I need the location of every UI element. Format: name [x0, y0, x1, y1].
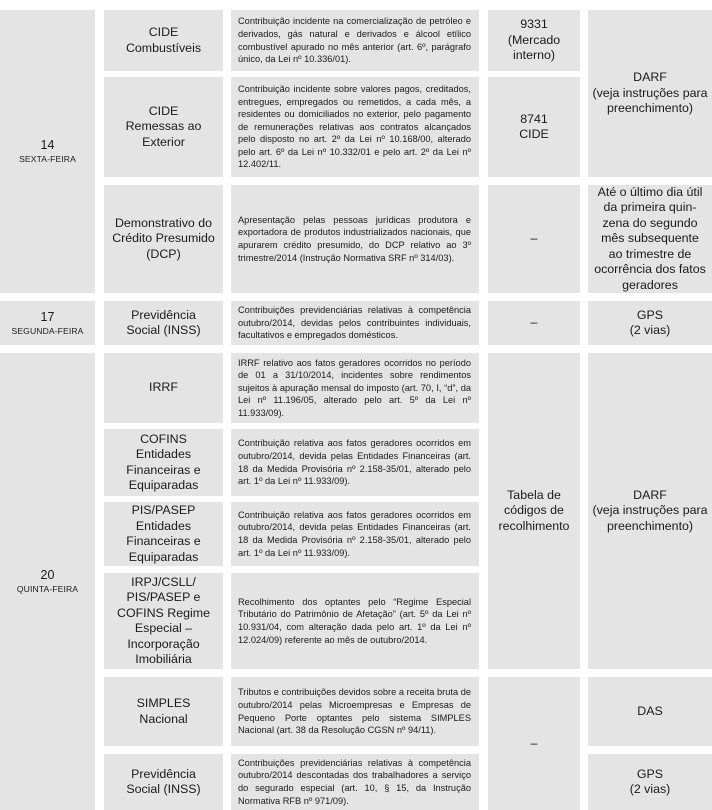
description-cell [231, 353, 479, 423]
tax-name: PIS/PASEP Entidades Financeiras e Equiparadas [104, 502, 223, 566]
description-cell [231, 677, 479, 746]
description-text: Contribuição incidente na comercialização de petróleo e derivados, gás natural e derivados e álcool etílico combustível apurado no mês anterior (art. 6º, parágrafo único, da Lei nº 10.336/01). [238, 16, 471, 65]
form-cell: DARF (veja instruções para preenchimento) [588, 353, 712, 669]
description-cell [231, 754, 479, 810]
tax-name: Previdência Social (INSS) [104, 301, 223, 345]
description-cell [231, 185, 479, 293]
form-cell: GPS (2 vias) [588, 301, 712, 345]
date-weekday: SEXTA-FEIRA [19, 154, 76, 164]
tax-name: IRPJ/CSLL/ PIS/PASEP e COFINS Regime Especial – Incorporação Imobiliária [104, 573, 223, 669]
date-cell-17 [0, 301, 95, 345]
description-cell [231, 502, 479, 566]
tax-name: IRRF [104, 353, 223, 423]
date-weekday: QUINTA-FEIRA [16, 584, 79, 594]
tax-name: Demonstrativo do Crédito Presumido (DCP) [104, 185, 223, 293]
description-cell [231, 573, 479, 669]
description-text: Contribuição incidente sobre valores pagos, creditados, entregues, empregados ou remetidos, a cada mês, a residentes ou domiciliados no exterior, pelo pagamento de remunerações relativas aos contratos alcançados pelo disposto no art. 2º da Lei nº 10.168/00, alterado pelo art. 6º da Lei nº 10.332/01 e pelo art. 2º da Lei nº 12.402/11. [238, 83, 471, 170]
tax-name: CIDE Remessas ao Exterior [104, 77, 223, 177]
form-cell: DAS [588, 677, 712, 746]
description-cell [231, 77, 479, 177]
description-text: Contribuição relativa aos fatos geradores ocorridos em outubro/2014, devida pelas Entidades Financeiras (art. 18 da Medida Provisória nº 2.158-35/01, alterado pelo art. 1º da Lei nº 11.933/09). [238, 509, 471, 558]
description-text: Recolhimento dos optantes pelo “Regime Especial Tributário do Patrimônio de Afetação” (art. 5º da Lei nº 10.931/04, com alteração dada pelo art. 1º da Lei nº 12.024/09) referente ao mês de outubro/2014. [238, 596, 471, 645]
tax-name: COFINS Entidades Financeiras e Equiparadas [104, 429, 223, 496]
code-cell: 9331 (Mercado interno) [488, 10, 580, 71]
form-cell: DARF (veja instruções para preenchimento) [588, 10, 712, 177]
description-text: IRRF relativo aos fatos geradores ocorridos no período de 01 a 31/10/2014, incidentes sobre rendimentos sujeitos à apuração mensal do imposto (art. 70, I, “d”, da Lei nº 11.196/05, alterado pelo art. 5º da Lei nº 11.933/09). [238, 357, 471, 418]
code-cell: – [488, 677, 580, 810]
description-cell [231, 301, 479, 345]
date-weekday: SEGUNDA-FEIRA [11, 325, 84, 336]
date-number: 20 [40, 568, 55, 582]
date-number: 17 [40, 309, 55, 324]
description-text: Contribuição relativa aos fatos geradores ocorridos em outubro/2014, devida pelas Entidades Financeiras (art. 18 da Medida Provisória nº 2.158-35/01, alterado pelo art. 1º da Lei nº 11.933/09). [238, 438, 471, 487]
date-cell-14 [0, 10, 95, 293]
code-cell: – [488, 185, 580, 293]
description-text: Apresentação pelas pessoas jurídicas produtora e exportadora de produtos industrializados nacionais, que apurarem crédito presumido, do DCP relativo ao 3º trimestre/2014 (Instrução Normativa SRF nº 314/03). [238, 214, 471, 263]
code-cell: Tabela de códigos de recolhimento [488, 353, 580, 669]
description-cell [231, 10, 479, 71]
description-cell [231, 429, 479, 496]
tax-name: SIMPLES Nacional [104, 677, 223, 746]
form-cell: Até o último dia útil da primeira quin- zena do segundo mês subsequente ao trimestre de ocorrência dos fatos geradores [588, 185, 712, 293]
tax-name: Previdência Social (INSS) [104, 754, 223, 810]
form-cell: GPS (2 vias) [588, 754, 712, 810]
code-cell: – [488, 301, 580, 345]
tax-name: CIDE Combustíveis [104, 10, 223, 71]
date-number: 14 [40, 138, 55, 152]
date-cell-20 [0, 353, 95, 810]
description-text: Tributos e contribuições devidos sobre a receita bruta de outubro/2014 pelas Microempresas e Empresas de Pequeno Porte optantes pelo sistema SIMPLES Nacional (art. 38 da Resolução CGSN nº 94/11). [238, 687, 471, 736]
description-text: Contribuições previdenciárias relativas à competência outubro/2014, devidas pelos contribuintes individuais, facultativos e empregados domésticos. [238, 305, 471, 341]
description-text: Contribuições previdenciárias relativas à competência outubro/2014 descontadas dos trabalhadores a serviço do segurado especial (art. 10, § 15, da Instrução Normativa RFB nº 971/09). [238, 757, 471, 806]
code-cell: 8741 CIDE [488, 77, 580, 177]
